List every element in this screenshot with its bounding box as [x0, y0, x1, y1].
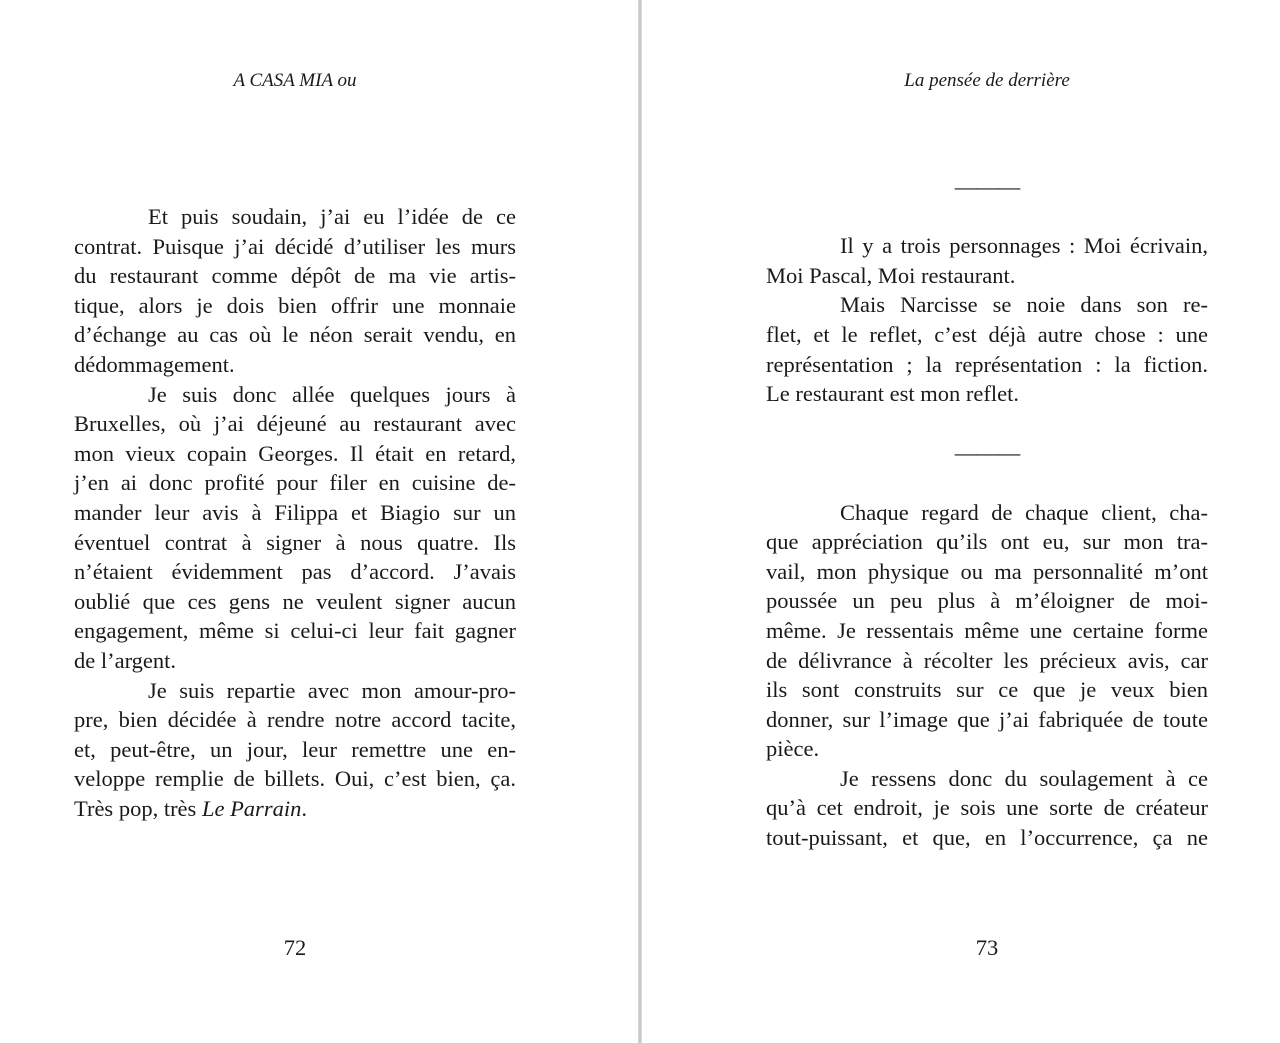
text-line: mander leur avis à Filippa et Biagio sur un [74, 499, 516, 525]
section-separator: ——— [954, 440, 1020, 466]
text-line: Je ressens donc du soulagement à ce [840, 765, 1208, 791]
text-line: dédommagement. [74, 351, 235, 377]
text-line: flet, et le reflet, c’est déjà autre chose : une [766, 321, 1208, 347]
text-line: d’échange au cas où le néon serait vendu, en [74, 322, 516, 348]
paragraph [766, 498, 1208, 764]
text-line: représentation ; la représentation : la fiction. [766, 351, 1208, 377]
text-line: j’en ai donc profité pour filer en cuisine de- [74, 470, 516, 496]
text-line: oublié que ces gens ne veulent signer aucun [74, 588, 516, 614]
paragraph [74, 676, 516, 824]
text-line: contrat. Puisque j’ai décidé d’utiliser les murs [74, 233, 516, 259]
text-line: et, peut-être, un jour, leur remettre une en- [74, 736, 516, 762]
text-line: veloppe remplie de billets. Oui, c’est bien, ça. [74, 766, 516, 792]
text-line: Chaque regard de chaque client, cha- [840, 499, 1208, 525]
spacer [766, 409, 1208, 439]
left-page-body [74, 202, 516, 823]
text-line: n’étaient évidemment pas d’accord. J’avais [74, 559, 516, 585]
section-separator: ——— [954, 174, 1020, 199]
text-line: pre, bien décidée à rendre notre accord tacite, [74, 707, 516, 733]
page-number-left: 72 [283, 935, 307, 960]
text-line: Le restaurant est mon reflet. [766, 381, 1020, 407]
paragraph [766, 290, 1208, 408]
text-line: éventuel contrat à signer à nous quatre. Ils [74, 529, 516, 555]
text-line: mon vieux copain Georges. Il était en retard, [74, 440, 516, 466]
right-page [642, 0, 1280, 1043]
page-number-right: 73 [975, 935, 999, 960]
text-line: engagement, même si celui-ci leur fait gagner [74, 618, 516, 644]
text-line: donner, sur l’image que j’ai fabriquée de toute [766, 706, 1208, 732]
text-line: Je suis donc allée quelques jours à [148, 381, 516, 407]
spacer [766, 468, 1208, 498]
text-line: Mais Narcisse se noie dans son re- [840, 292, 1208, 318]
text-line: Et puis soudain, j’ai eu l’idée de ce [148, 204, 516, 229]
paragraph [74, 380, 516, 676]
text-line: vail, mon physique ou ma personnalité m’ont [766, 558, 1208, 584]
text-line [74, 794, 516, 824]
left-page [0, 0, 638, 1043]
right-page-body [766, 172, 1208, 853]
text-line: poussée un peu plus à m’éloigner de moi- [766, 588, 1208, 614]
book-title-italic: Le Parrain [201, 795, 302, 821]
text-line: Bruxelles, où j’ai déjeuné au restaurant avec [74, 411, 516, 437]
paragraph [74, 202, 516, 380]
text-line: pièce. [766, 736, 820, 762]
text-line: même. Je ressentais même une certaine forme [766, 617, 1208, 643]
text-line: du restaurant comme dépôt de ma vie artis- [74, 263, 516, 289]
text-line: Il y a trois personnages : Moi écrivain, [840, 233, 1208, 259]
text-run: Très pop, très [74, 795, 202, 821]
text-line: Je suis repartie avec mon amour-pro- [148, 677, 516, 703]
text-line: Moi Pascal, Moi restaurant. [766, 262, 1016, 288]
text-line: tique, alors je dois bien offrir une monnaie [74, 292, 516, 318]
text-line: qu’à cet endroit, je sois une sorte de créateur [766, 795, 1208, 821]
running-head-right: La pensée de derrière [904, 70, 1070, 91]
paragraph [766, 764, 1208, 853]
text-line: de l’argent. [74, 647, 177, 673]
text-line: tout-puissant, et que, en l’occurrence, ça ne [766, 825, 1208, 851]
running-head-left: A CASA MIA ou [233, 70, 357, 91]
paragraph [766, 231, 1208, 290]
text-run: . [301, 795, 307, 821]
text-line: que appréciation qu’ils ont eu, sur mon tra- [766, 529, 1208, 555]
text-line: de délivrance à récolter les précieux avis, car [766, 647, 1208, 673]
text-line: ils sont construits sur ce que je veux bien [766, 677, 1208, 703]
spacer [766, 202, 1208, 232]
